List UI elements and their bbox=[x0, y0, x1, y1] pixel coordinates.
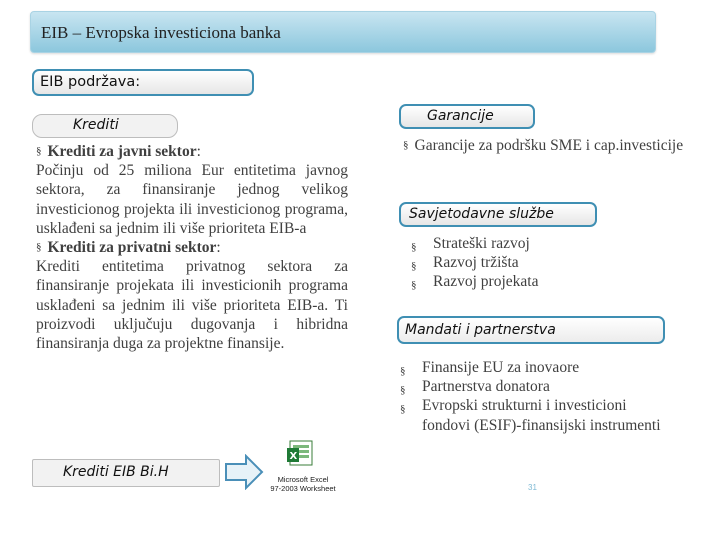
excel-label-2: 97-2003 Worksheet bbox=[270, 484, 336, 493]
page-number: 31 bbox=[528, 483, 537, 492]
garancije-text: § Garancije za podršku SME i cap.investicije bbox=[403, 137, 684, 154]
list-item: § Razvoj tržišta bbox=[411, 253, 691, 272]
bullet-icon: § bbox=[411, 279, 417, 292]
svg-text:X: X bbox=[289, 451, 298, 462]
title-bar bbox=[30, 11, 656, 53]
krediti-javni-text: Počinju od 25 miliona Eur entitetima javnog sektora, za finansiranje jednog velikog investicionog projekta ili investicionog programa, usklađeni sa jednim ili više prioriteta EIB-a bbox=[36, 162, 348, 237]
list-item: § Strateški razvoj bbox=[411, 234, 691, 253]
savjetodavne-list bbox=[411, 234, 691, 292]
bullet-icon: § bbox=[400, 384, 406, 397]
savjetodavne-label: Savjetodavne službe bbox=[399, 202, 597, 227]
bullet-icon: § bbox=[36, 241, 42, 254]
krediti-javni-heading: § Krediti za javni sektor: bbox=[36, 143, 201, 160]
mandati-list bbox=[400, 358, 665, 435]
krediti-privatni-text: Krediti entitetima privatnog sektora za finansiranje projekata ili investicionih programa usklađeni sa jednim ili više prioriteta EIB-a. Ti proizvodi uključuju dugovanja i hibridna finansiranja duga za projektne finansije. bbox=[36, 258, 348, 353]
eib-podrzava-label: EIB podržava: bbox=[32, 69, 254, 96]
bullet-icon: § bbox=[400, 403, 406, 416]
garancije-label: Garancije bbox=[399, 104, 535, 129]
bullet-icon: § bbox=[400, 365, 406, 377]
mandati-label: Mandati i partnerstva bbox=[397, 316, 665, 344]
excel-label-1: Microsoft Excel bbox=[277, 475, 329, 484]
slide-title: EIB – Evropska investiciona banka bbox=[41, 23, 281, 42]
bullet-icon: § bbox=[411, 241, 417, 253]
excel-file-icon[interactable] bbox=[258, 440, 348, 496]
list-item: § Partnerstva donatora bbox=[400, 377, 665, 396]
krediti-privatni-heading: § Krediti za privatni sektor: bbox=[36, 239, 221, 257]
bullet-icon: § bbox=[403, 139, 409, 151]
krediti-text-block bbox=[36, 142, 348, 353]
excel-icon bbox=[258, 440, 348, 470]
bullet-icon: § bbox=[411, 260, 417, 273]
list-item: § Finansije EU za inovaore bbox=[400, 358, 665, 377]
list-item: § Evropski strukturni i investicioni fondovi (ESIF)-finansijski instrumenti bbox=[400, 397, 661, 434]
bullet-icon: § bbox=[36, 145, 42, 157]
krediti-label: Krediti bbox=[32, 114, 178, 138]
krediti-eib-bih-button[interactable]: Krediti EIB Bi.H bbox=[32, 459, 220, 487]
list-item: § Razvoj projekata bbox=[411, 272, 691, 291]
